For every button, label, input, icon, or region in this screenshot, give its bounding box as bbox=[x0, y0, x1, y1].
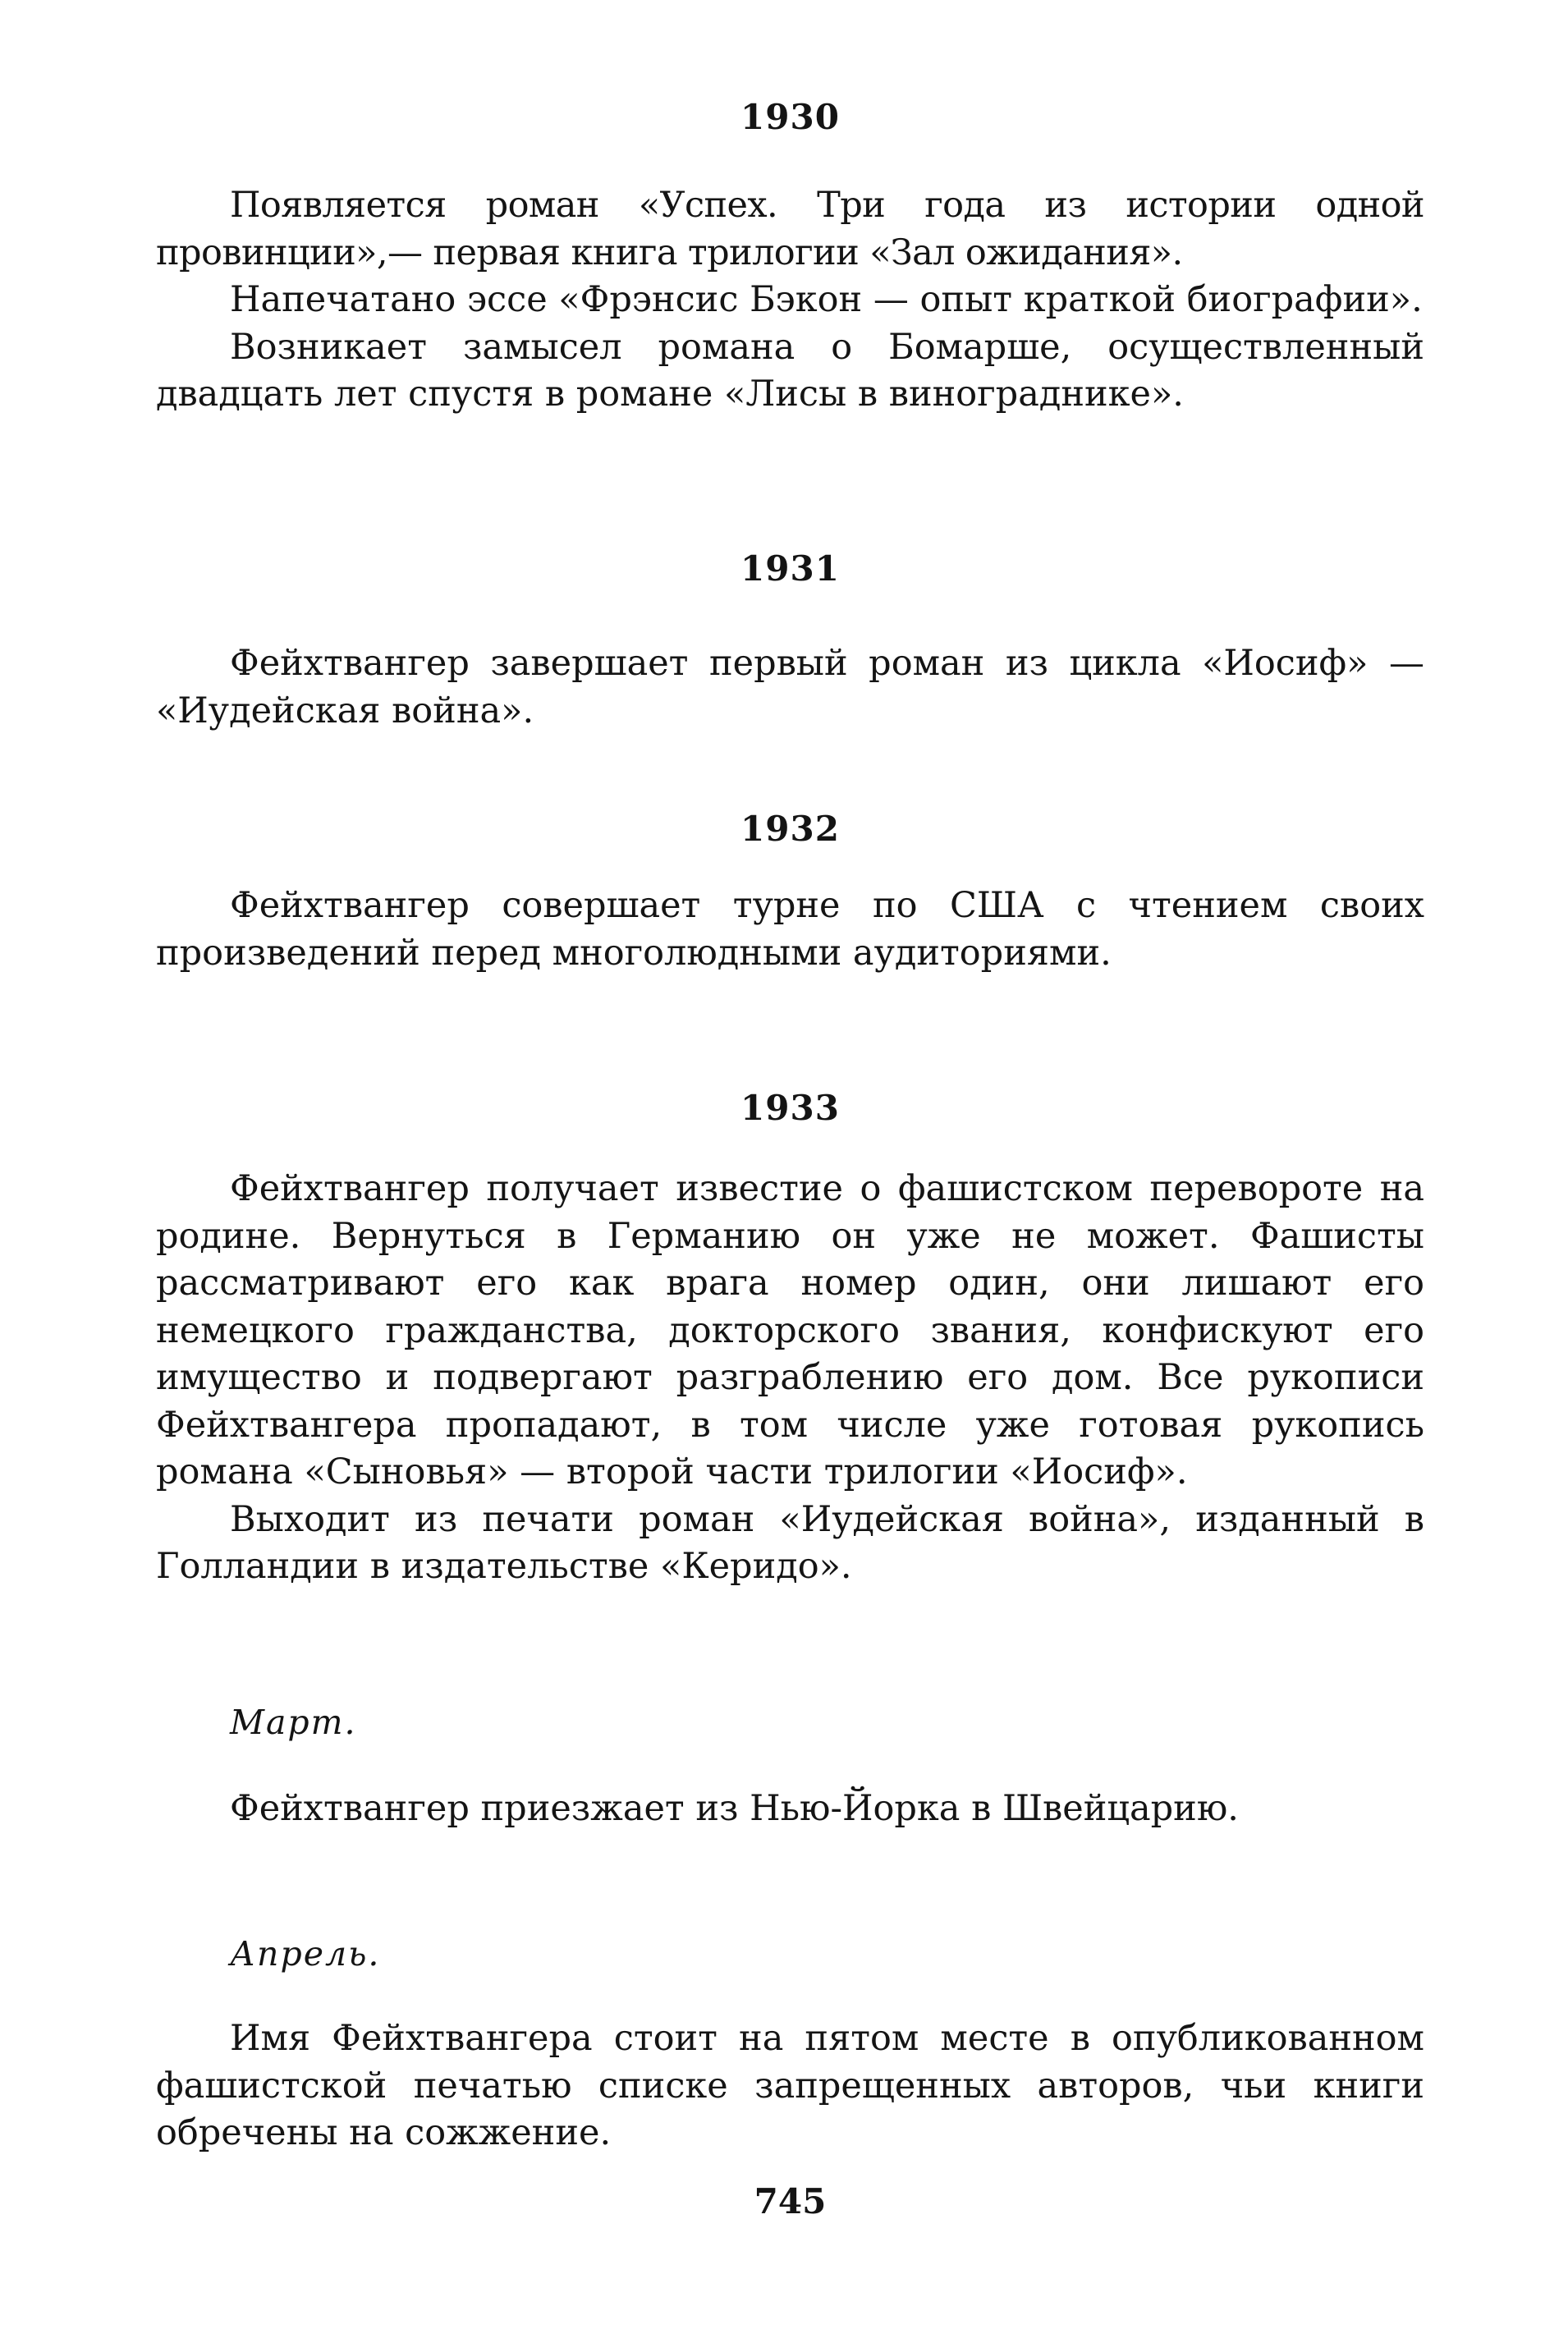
book-page bbox=[156, 0, 1424, 2329]
month-heading-april: Апрель. bbox=[230, 1934, 381, 1974]
paragraph: Выходит из печати роман «Иудейская война», изданный в Голландии в издательстве «Керидо». bbox=[156, 1498, 1424, 1587]
paragraph: Возникает замысел романа о Бомарше, осуществленный двадцать лет спустя в романе «Лисы в винограднике». bbox=[156, 326, 1424, 415]
paragraph: Фейхтвангер получает известие о фашистском перевороте на родине. Вернуться в Германию он уже не может. Фашисты рассматривают его как врага номер один, они лишают его немецкого гражданства, докторского звания, конфискуют его имущество и подвергают разграблению его дом. Все рукописи Фейхтвангера пропадают, в том числе уже готовая рукопись романа «Сыновья» — второй части трилогии «Иосиф». bbox=[156, 1168, 1424, 1492]
page-number: 745 bbox=[754, 2181, 827, 2221]
paragraph: Фейхтвангер совершает турне по США с чтением своих произведений перед многолюдными аудиториями. bbox=[156, 885, 1424, 974]
section-1930 bbox=[156, 182, 1424, 419]
year-heading-1930: 1930 bbox=[740, 97, 840, 137]
year-heading-1931: 1931 bbox=[740, 548, 840, 589]
section-1932 bbox=[156, 883, 1424, 977]
year-heading-1933: 1933 bbox=[740, 1088, 840, 1128]
month-section-april bbox=[156, 2015, 1424, 2157]
section-1931 bbox=[156, 640, 1424, 735]
month-heading-march: Март. bbox=[230, 1703, 357, 1742]
paragraph: Имя Фейхтвангера стоит на пятом месте в опубликованном фашистской печатью списке запрещенных авторов, чьи книги обречены на сожжение. bbox=[156, 2018, 1424, 2153]
paragraph: Появляется роман «Успех. Три года из истории одной провинции»,— первая книга трилогии «Зал ожидания». bbox=[156, 185, 1424, 273]
paragraph: Напечатано эссе «Фрэнсис Бэкон — опыт краткой биографии». bbox=[230, 279, 1423, 320]
section-1933 bbox=[156, 1166, 1424, 1591]
paragraph: Фейхтвангер завершает первый роман из цикла «Иосиф» — «Иудейская война». bbox=[156, 643, 1424, 731]
year-heading-1932: 1932 bbox=[740, 809, 840, 849]
month-section-march bbox=[156, 1786, 1424, 1833]
paragraph: Фейхтвангер приезжает из Нью-Йорка в Швейцарию. bbox=[230, 1788, 1239, 1829]
